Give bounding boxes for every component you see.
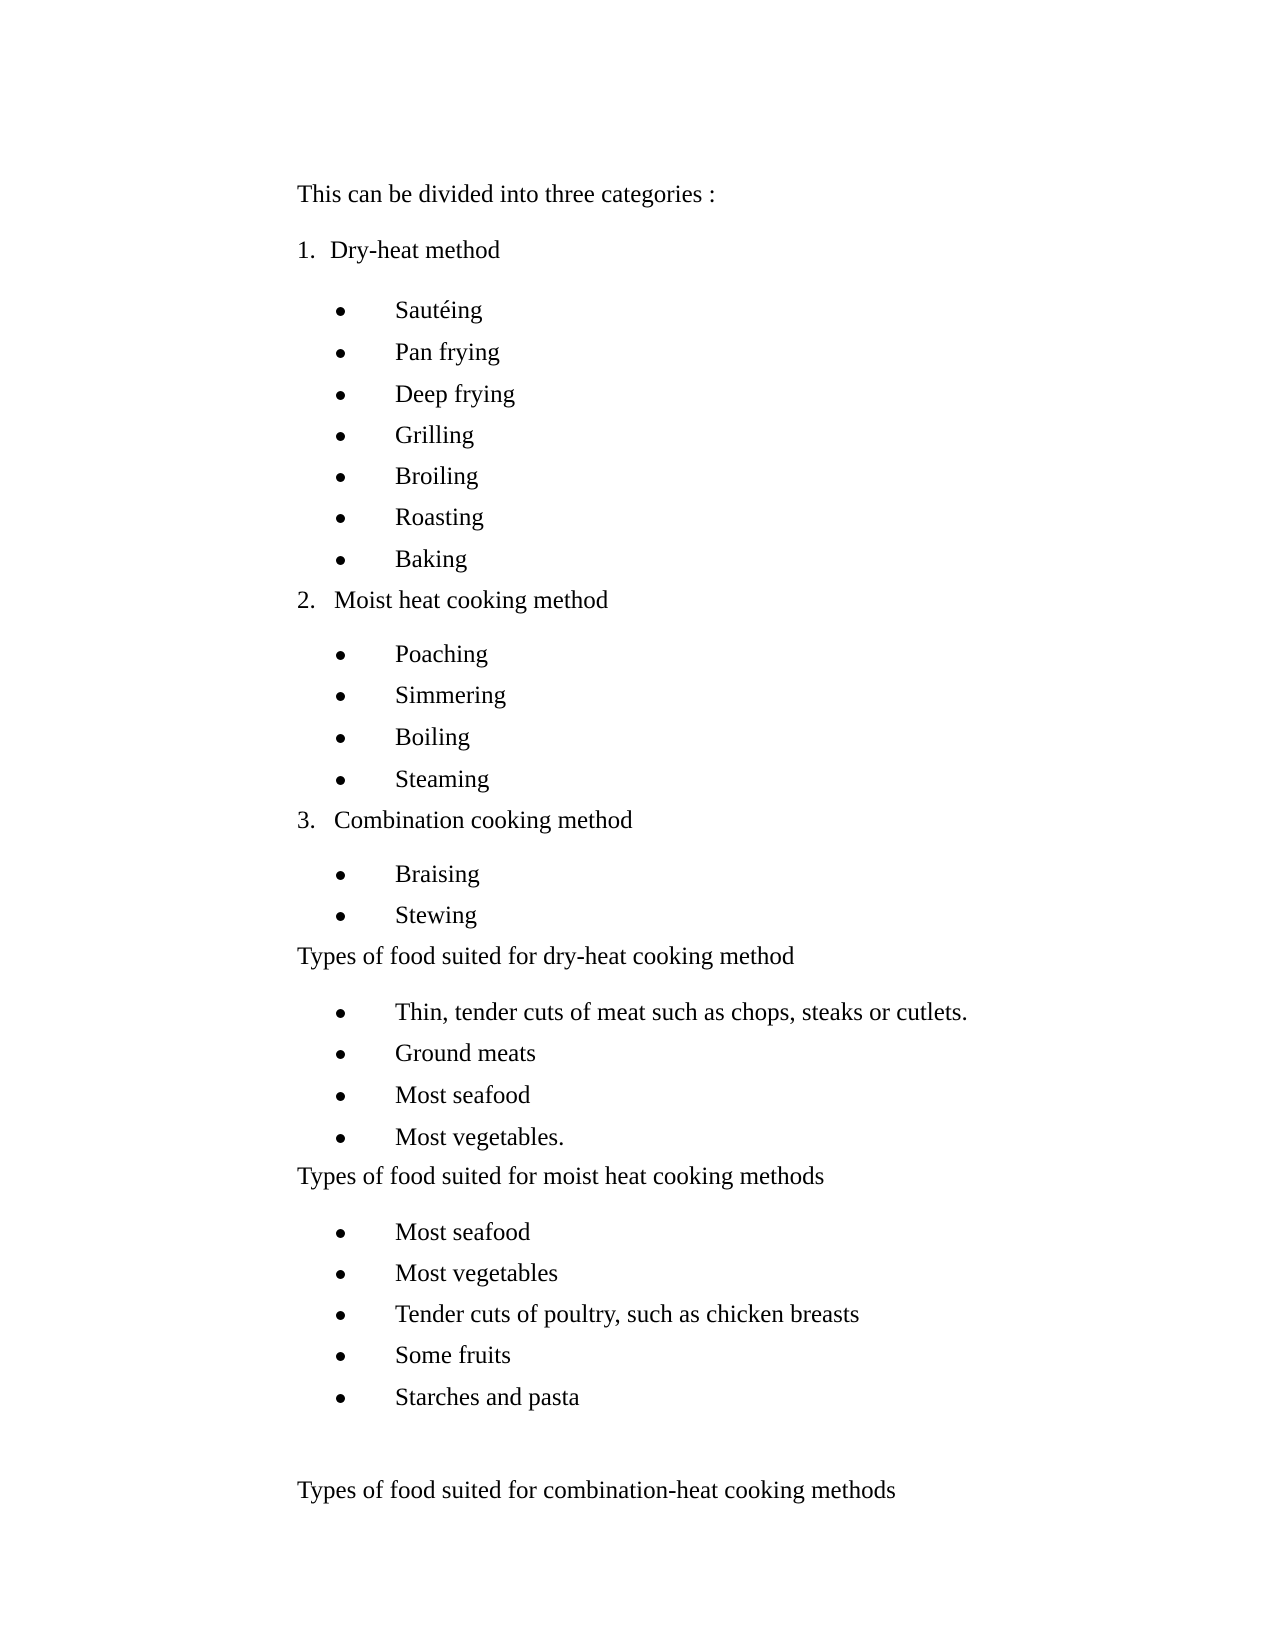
- food-types-heading-combination: Types of food suited for combination-heat cooking methods: [297, 1477, 896, 1504]
- bullet-icon: [336, 1270, 345, 1279]
- category-heading-combination: [297, 806, 633, 836]
- list-item: Poaching: [395, 641, 489, 668]
- list-item: Some fruits: [395, 1342, 511, 1369]
- list-item: Deep frying: [395, 381, 516, 408]
- list-item: Most vegetables: [395, 1260, 559, 1287]
- bullet-icon: [336, 307, 345, 316]
- bullet-icon: [336, 1009, 345, 1018]
- bullet-icon: [336, 473, 345, 482]
- bullet-icon: [336, 776, 345, 785]
- category-number: 1.: [297, 237, 316, 264]
- bullet-icon: [336, 871, 345, 880]
- food-types-heading-dry-heat: Types of food suited for dry-heat cooking method: [297, 943, 795, 970]
- bullet-icon: [336, 1352, 345, 1361]
- list-item: Pan frying: [395, 339, 500, 366]
- bullet-icon: [336, 1050, 345, 1059]
- bullet-icon: [336, 651, 345, 660]
- category-title: Combination cooking method: [334, 807, 633, 834]
- list-item: Most seafood: [395, 1082, 531, 1109]
- list-item: Grilling: [395, 422, 475, 449]
- category-heading-moist-heat: [297, 586, 609, 616]
- list-item: Most vegetables.: [395, 1124, 565, 1151]
- category-title: Dry-heat method: [330, 237, 501, 264]
- bullet-icon: [336, 912, 345, 921]
- list-item: Ground meats: [395, 1040, 536, 1067]
- bullet-icon: [336, 432, 345, 441]
- list-item: Steaming: [395, 766, 490, 793]
- bullet-icon: [336, 1092, 345, 1101]
- list-item: Stewing: [395, 902, 477, 929]
- bullet-icon: [336, 1229, 345, 1238]
- list-item: Most seafood: [395, 1219, 531, 1246]
- bullet-icon: [336, 692, 345, 701]
- list-item: Baking: [395, 546, 468, 573]
- list-item: Simmering: [395, 682, 507, 709]
- list-item: Boiling: [395, 724, 471, 751]
- list-item: Thin, tender cuts of meat such as chops, steaks or cutlets.: [395, 999, 968, 1026]
- bullet-icon: [336, 1134, 345, 1143]
- food-types-heading-moist-heat: Types of food suited for moist heat cooking methods: [297, 1163, 825, 1190]
- bullet-icon: [336, 1394, 345, 1403]
- bullet-icon: [336, 514, 345, 523]
- bullet-icon: [336, 349, 345, 358]
- list-item: Sautéing: [395, 297, 483, 324]
- bullet-icon: [336, 1311, 345, 1320]
- intro-text: This can be divided into three categories :: [297, 181, 716, 208]
- category-number: 3.: [297, 807, 316, 834]
- list-item: Starches and pasta: [395, 1384, 580, 1411]
- list-item: Broiling: [395, 463, 479, 490]
- category-number: 2.: [297, 587, 316, 614]
- bullet-icon: [336, 391, 345, 400]
- list-item: Roasting: [395, 504, 484, 531]
- category-heading-dry-heat: [297, 236, 501, 266]
- bullet-icon: [336, 556, 345, 565]
- list-item: Braising: [395, 861, 480, 888]
- list-item: Tender cuts of poultry, such as chicken breasts: [395, 1301, 860, 1328]
- bullet-icon: [336, 734, 345, 743]
- category-title: Moist heat cooking method: [334, 587, 609, 614]
